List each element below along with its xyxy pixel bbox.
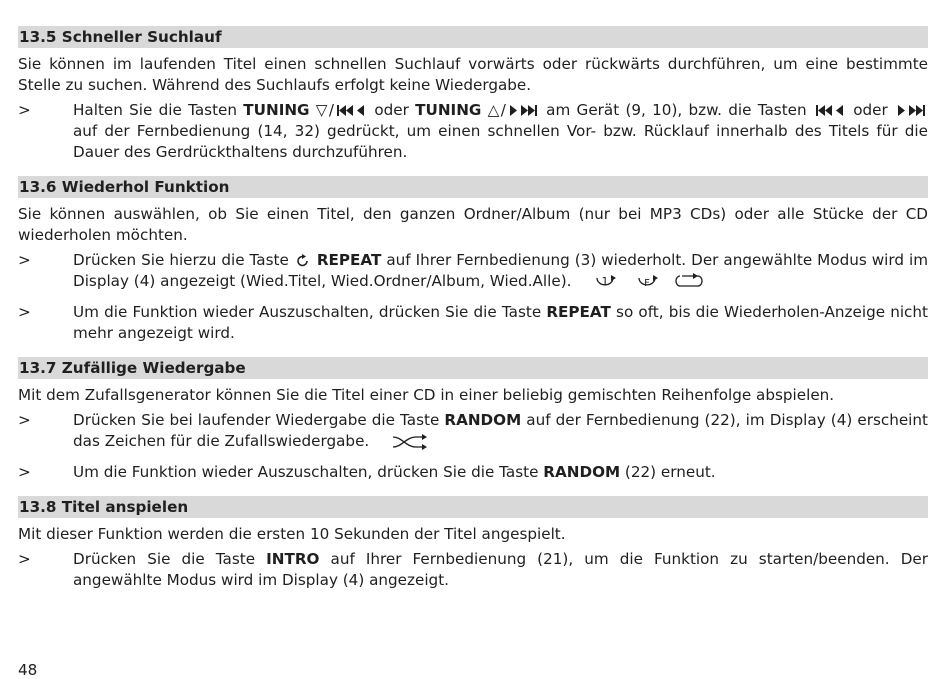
repeat-arrow-icon bbox=[294, 251, 312, 269]
text-run: oder bbox=[368, 101, 416, 119]
section-heading: 13.5 Schneller Suchlauf bbox=[18, 26, 928, 48]
text-run: Um die Funktion wieder Auszuschalten, drücken Sie die Taste bbox=[73, 303, 547, 321]
key-label: REPEAT bbox=[546, 303, 611, 321]
instruction-text bbox=[73, 462, 928, 483]
key-label: TUNING bbox=[243, 101, 310, 119]
skip-forward-icon bbox=[894, 101, 928, 119]
section bbox=[18, 357, 928, 483]
key-label: TUNING bbox=[415, 101, 482, 119]
bullet-marker: > bbox=[18, 463, 31, 481]
skip-back-icon bbox=[334, 101, 368, 119]
skip-forward-icon bbox=[506, 101, 540, 119]
text-run: △/ bbox=[481, 101, 506, 119]
text-run: Um die Funktion wieder Auszuschalten, drücken Sie die Taste bbox=[73, 463, 544, 481]
bullet-marker: > bbox=[18, 101, 31, 119]
text-run: auf der Fernbedienung (14, 32) gedrückt, um einen schnellen Vor- bzw. Rücklauf innerhalb des Titels für die Dauer des Gerdrückthaltens durchzuführen. bbox=[73, 122, 928, 161]
svg-text:1: 1 bbox=[601, 274, 609, 288]
text-run: Drücken Sie die Taste bbox=[73, 550, 267, 568]
instruction-text bbox=[73, 100, 928, 163]
repeat-folder-icon bbox=[622, 272, 664, 290]
bullet-marker: > bbox=[18, 303, 31, 321]
text-run: auf Ihrer Fernbedienung (3) wiederholt. Der angewählte Modus wird im Display (4) angezeigt (Wied.Titel, Wied.Ordner/Album, Wied.Alle). bbox=[73, 251, 929, 290]
section bbox=[18, 176, 928, 344]
instruction-text bbox=[73, 250, 928, 292]
skip-back-icon bbox=[813, 101, 847, 119]
svg-text:F: F bbox=[644, 277, 651, 289]
instruction-item bbox=[18, 462, 928, 483]
shuffle-icon bbox=[374, 432, 430, 450]
section bbox=[18, 26, 928, 163]
section-heading: 13.6 Wiederhol Funktion bbox=[18, 176, 928, 198]
instruction-text bbox=[73, 302, 928, 344]
text-run: Drücken Sie bei laufender Wiedergabe die Taste bbox=[73, 411, 445, 429]
instruction-item bbox=[18, 549, 928, 591]
section-heading: 13.7 Zufällige Wiedergabe bbox=[18, 357, 928, 379]
section-heading: 13.8 Titel anspielen bbox=[18, 496, 928, 518]
text-run: auf Ihrer Fernbedienung (21), um die Funktion zu starten/beenden. Der angewählte Modus wird im Display (4) angezeigt. bbox=[73, 550, 928, 589]
text-run: ▽/ bbox=[309, 101, 335, 119]
text-run: so oft, bis die Wiederholen-Anzeige nicht mehr angezeigt wird. bbox=[73, 303, 928, 342]
instruction-text bbox=[73, 549, 928, 591]
instruction-item bbox=[18, 250, 928, 292]
text-run: am Gerät (9, 10), bzw. die Tasten bbox=[539, 101, 813, 119]
page-number: 48 bbox=[18, 661, 38, 679]
section-intro: Sie können auswählen, ob Sie einen Titel, den ganzen Ordner/Album (nur bei MP3 CDs) oder alle Stücke der CD wiederholen möchten. bbox=[18, 205, 928, 244]
section-intro: Mit dem Zufallsgenerator können Sie die Titel einer CD in einer beliebig gemischten Reihenfolge abspielen. bbox=[18, 386, 835, 404]
key-label: RANDOM bbox=[444, 411, 522, 429]
text-run: auf der Fernbedienung (22), im Display (4) erscheint das Zeichen für die Zufallswiedergabe. bbox=[73, 411, 928, 450]
repeat-one-icon bbox=[576, 272, 622, 290]
key-label: REPEAT bbox=[316, 251, 382, 269]
text-run: (22) erneut. bbox=[620, 463, 716, 481]
text-run: Halten Sie die Tasten bbox=[73, 101, 244, 119]
repeat-all-icon bbox=[664, 272, 706, 290]
section-intro: Sie können im laufenden Titel einen schnellen Suchlauf vorwärts oder rückwärts durchführen, um eine bestimmte Stelle zu suchen. Während des Suchlaufs erfolgt keine Wiedergabe. bbox=[18, 55, 928, 94]
instruction-item bbox=[18, 302, 928, 344]
bullet-marker: > bbox=[18, 411, 31, 429]
bullet-marker: > bbox=[18, 550, 31, 568]
section-intro: Mit dieser Funktion werden die ersten 10 Sekunden der Titel angespielt. bbox=[18, 525, 566, 543]
key-label: RANDOM bbox=[543, 463, 621, 481]
instruction-item bbox=[18, 100, 928, 163]
text-run: Drücken Sie hierzu die Taste bbox=[73, 251, 294, 269]
bullet-marker: > bbox=[18, 251, 31, 269]
key-label: INTRO bbox=[266, 550, 320, 568]
instruction-item bbox=[18, 410, 928, 452]
section bbox=[18, 496, 928, 591]
manual-page bbox=[18, 26, 928, 591]
text-run: oder bbox=[846, 101, 894, 119]
instruction-text bbox=[73, 410, 928, 452]
